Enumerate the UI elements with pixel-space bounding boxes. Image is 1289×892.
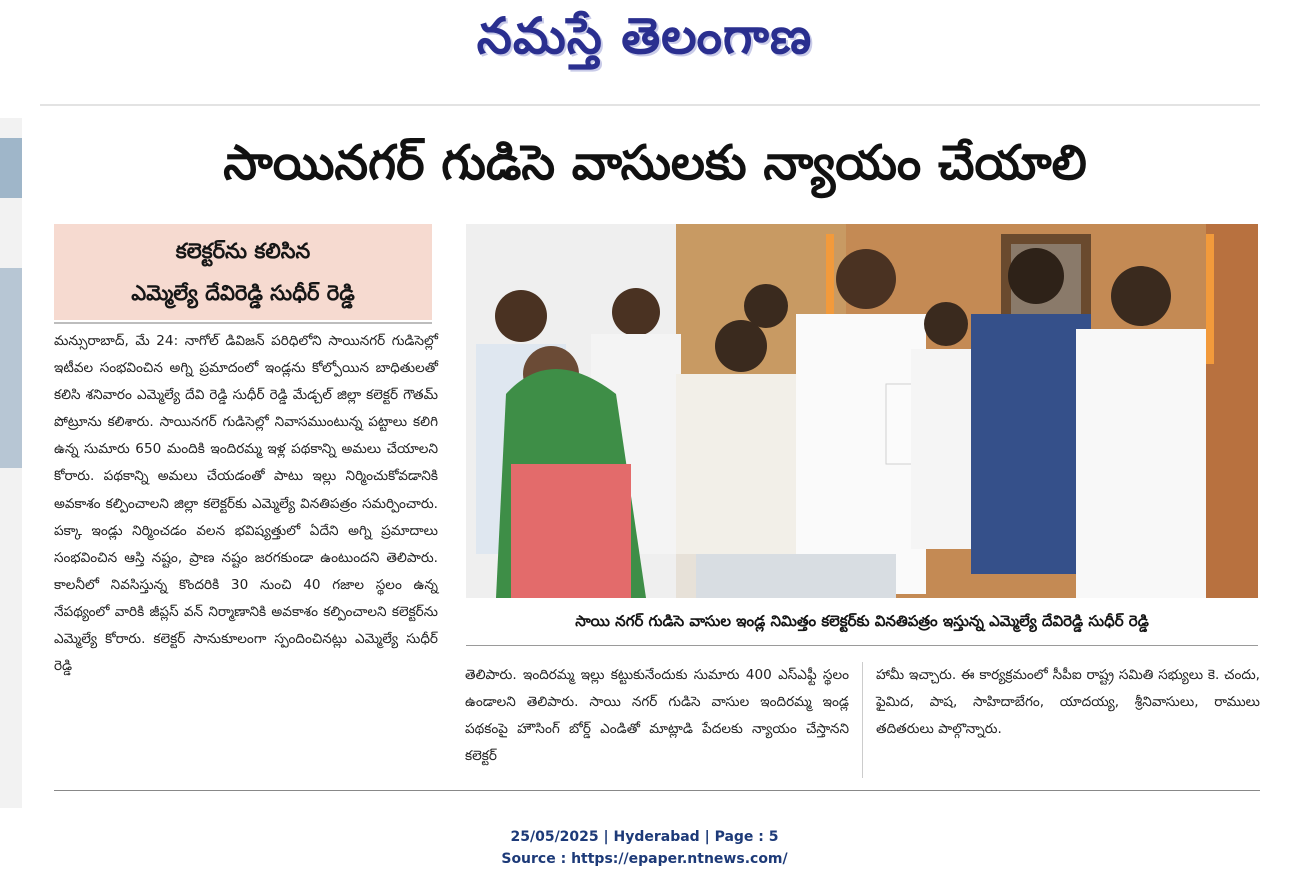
adjacent-page-edge <box>0 118 22 808</box>
adjacent-page-image <box>0 138 22 198</box>
bottom-divider <box>54 790 1260 791</box>
caption-divider <box>466 645 1258 646</box>
article-column-middle <box>465 662 849 782</box>
column-divider <box>862 662 863 778</box>
article-column-right <box>876 662 1260 782</box>
photo-caption: సాయి నగర్ గుడిసె వాసుల ఇండ్ల నిమిత్తం కలెక్టర్‌కు వినతిపత్రం ఇస్తున్న ఎమ్మెల్యే దేవిరెడ్డి సుధీర్ రెడ్డి <box>575 612 1149 630</box>
body-paragraph: హామీ ఇచ్చారు. ఈ కార్యక్రమంలో సీపీఐ రాష్ట్ర సమితి సభ్యులు కె. చందు, ఫైమిద, పాష, సాహిదాబేగం, యాదయ్య, శ్రీనివాసులు, రాములు తదితరులు పాల్గొన్నారు. <box>876 667 1260 738</box>
deck-divider <box>54 322 432 324</box>
body-paragraph: తెలిపారు. ఇందిరమ్మ ఇల్లు కట్టుకునేందుకు సుమారు 400 ఎస్ఎఫ్టీ స్థలం ఉండాలని తెలిపారు. సాయి నగర్ గుడిసె వాసుల ఇందిరమ్మ ఇండ్ల పథకంపై హౌసింగ్ బోర్డ్ ఎండితో మాట్లాడి పేదలకు న్యాయం చేస్తానని కలెక్టర్ <box>465 667 849 765</box>
photo-illustration <box>466 224 1258 598</box>
body-paragraph: మన్సురాబాద్, మే 24: నాగోల్ డివిజన్ పరిధిలోని సాయినగర్ గుడిసెల్లో ఇటీవల సంభవించిన అగ్ని ప్రమాదంలో ఇండ్లను కోల్పోయిన బాధితులతో కలిసి శనివారం ఎమ్మెల్యే దేవి రెడ్డి సుధీర్ రెడ్డి మేడ్చల్ జిల్లా కలెక్టర్ గౌతమ్ పోట్రూను కలిశారు. సాయినగర్ గుడిసెల్లో నివాసముంటున్న పట్టాలు కలిగి ఉన్న సుమారు 650 మందికి ఇందిరమ్మ ఇళ్ల పథకాన్ని అమలు చేయాలని కోరారు. పథకాన్ని అమలు చేయడంతో పాటు ఇల్లు నిర్మించుకోవడానికి అవకాశం కల్పించాలని జిల్లా కలెక్టర్‌కు ఎమ్మెల్యే వినతిపత్రం సమర్పించారు. పక్కా ఇండ్లు నిర్మించడం వలన భవిష్యత్తులో ఏదేని అగ్ని ప్రమాదాలు సంభవించిన ఆస్తి నష్టం, ప్రాణ నష్టం జరగకుండా ఉంటుందని తెలిపారు. కాలనీలో నివసిస్తున్న కొందరికి 30 నుంచి 40 గజాల స్థలం ఉన్న నేపథ్యంలో వారికి జీప్లస్ వన్ నిర్మాణానికి అవకాశం కల్పించాలని కలెక్టర్‌ను ఎమ్మెల్యే కోరారు. కలెక్టర్ సానుకూలంగా స్పందించినట్లు ఎమ్మెల్యే సుధీర్ రెడ్డి <box>54 333 438 675</box>
article-headline: సాయినగర్ గుడిసె వాసులకు న్యాయం చేయాలి <box>223 135 1087 191</box>
article-deck <box>54 224 432 320</box>
newspaper-logo: నమస్తే తెలంగాణ <box>476 7 813 65</box>
page-footer <box>0 826 1289 870</box>
source-link[interactable]: Source : https://epaper.ntnews.com/ <box>501 851 788 867</box>
adjacent-page-image <box>0 268 22 468</box>
article-column-left <box>54 328 438 788</box>
deck-line: కలెక్టర్‌ను కలిసిన <box>175 239 311 263</box>
masthead <box>0 0 1289 78</box>
top-divider <box>40 104 1260 106</box>
edition-info: 25/05/2025 | Hyderabad | Page : 5 <box>510 829 779 845</box>
news-photo <box>466 224 1258 598</box>
deck-line: ఎమ్మెల్యే దేవిరెడ్డి సుధీర్ రెడ్డి <box>131 281 355 305</box>
